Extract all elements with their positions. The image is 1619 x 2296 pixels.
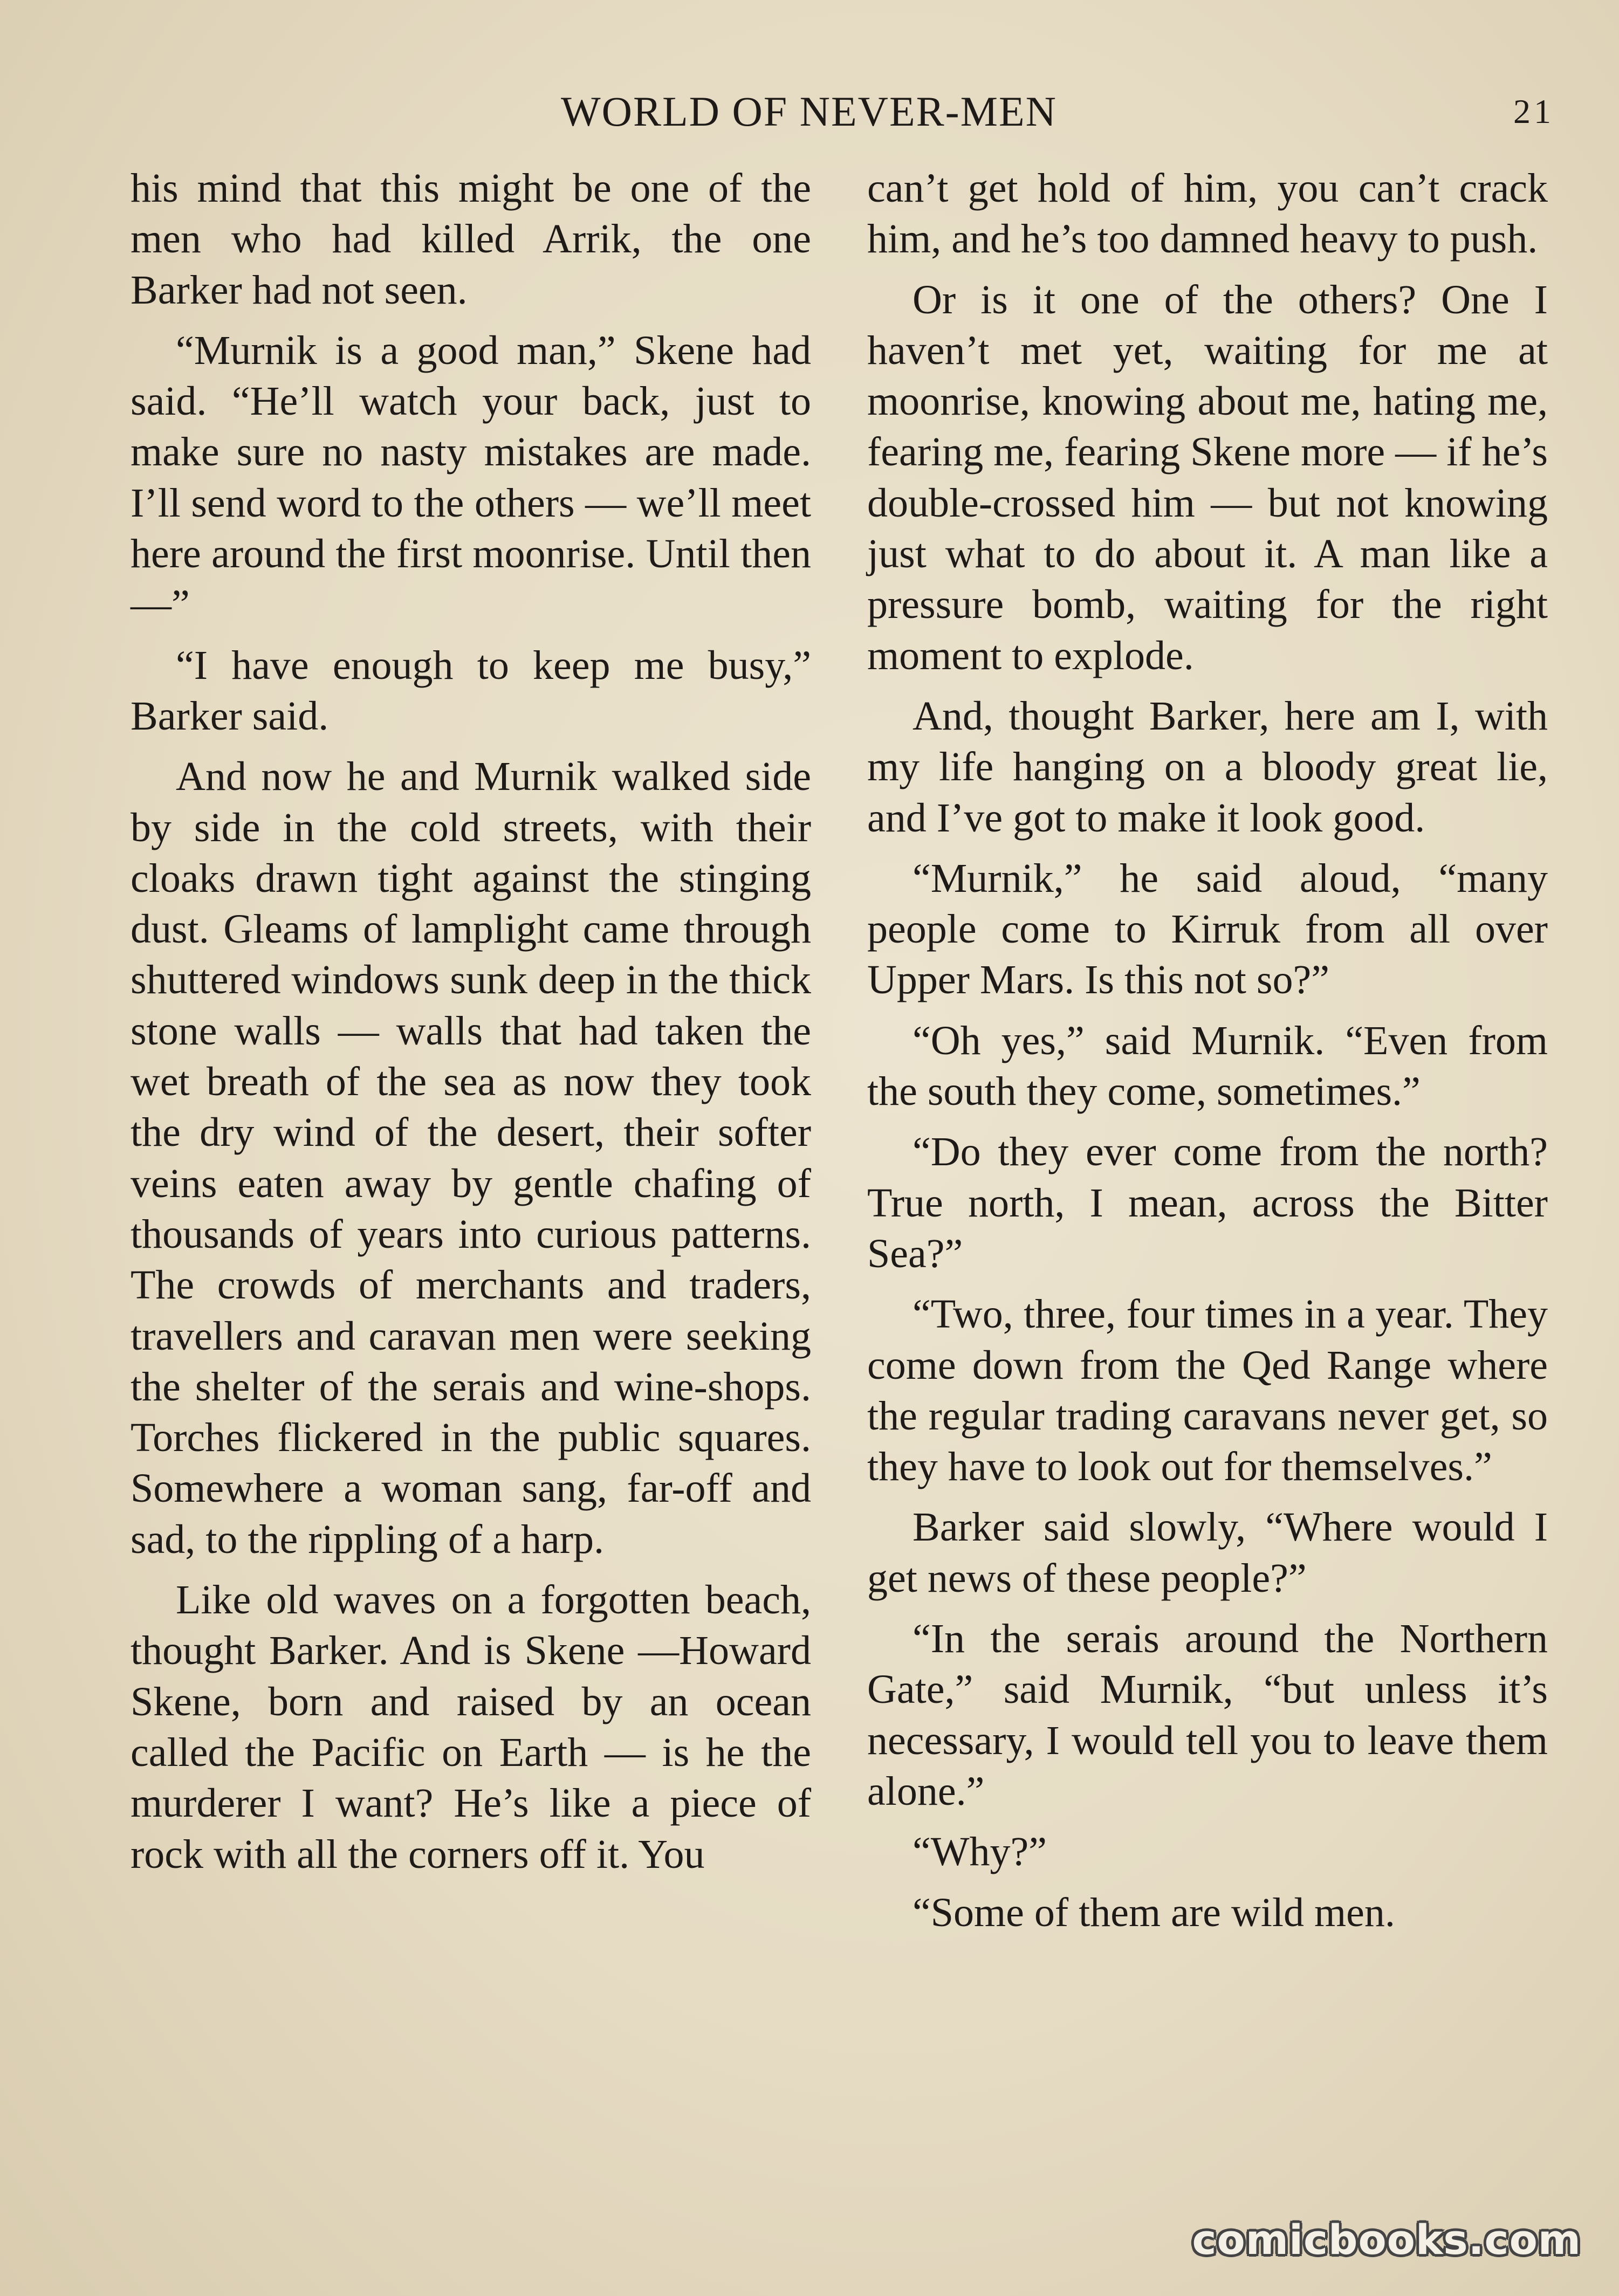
- paragraph: And now he and Murnik walked side by side in the cold streets, with their cloaks drawn tight against the stinging dust. Gleams of lamplight came through shuttered windows sunk deep in the thick stone walls — walls that had taken the wet breath of the sea as now they took the dry wind of the desert, their softer veins eaten away by gentle chafing of thousands of years into curious patterns. The crowds of merchants and traders, travellers and caravan men were seeking the shelter of the serais and wine-shops. Torches flickered in the public squares. Somewhere a woman sang, far-off and sad, to the rippling of a harp.: [131, 754, 811, 1562]
- left-column: [131, 163, 811, 1889]
- paragraph: Or is it one of the others? One I haven’t met yet, waiting for me at moonrise, knowing about me, hating me, fearing me, fearing Skene more — if he’s double-crossed him — but not knowing just what to do about it. A man like a pressure bomb, waiting for the right moment to explode.: [867, 277, 1548, 678]
- paragraph: “Do they ever come from the north? True north, I mean, across the Bitter Sea?”: [867, 1129, 1548, 1276]
- right-column: [867, 163, 1548, 1948]
- paragraph: And, thought Barker, here am I, with my life hanging on a bloody great lie, and I’ve got to make it look good.: [867, 693, 1548, 841]
- paragraph: Like old waves on a forgotten beach, thought Barker. And is Skene —Howard Skene, born and raised by an ocean called the Pacific on Earth — is he the murderer I want? He’s like a piece of rock with all the corners off it. You: [131, 1577, 811, 1877]
- paragraph: Barker said slowly, “Where would I get news of these people?”: [867, 1504, 1548, 1601]
- paragraph: “Why?”: [913, 1829, 1047, 1875]
- paragraph: “Some of them are wild men.: [913, 1889, 1395, 1935]
- paragraph: “Two, three, four times in a year. They come down from the Qed Range where the regular trading caravans never get, so they have to look out for themselves.”: [867, 1291, 1548, 1490]
- page-number: 21: [1513, 92, 1554, 130]
- paragraph: can’t get hold of him, you can’t crack him, and he’s too damned heavy to push.: [867, 166, 1548, 262]
- paragraph: his mind that this might be one of the men who had killed Arrik, the one Barker had not seen.: [131, 166, 811, 313]
- source-watermark: comicbooks.com: [1192, 2216, 1581, 2264]
- paragraph: “Oh yes,” said Murnik. “Even from the south they come, sometimes.”: [867, 1018, 1548, 1115]
- paragraph: “In the serais around the Northern Gate,” said Murnik, “but unless it’s necessary, I would tell you to leave them alone.”: [867, 1616, 1548, 1814]
- page-header: [0, 82, 1619, 141]
- paragraph: “I have enough to keep me busy,” Barker said.: [131, 642, 811, 739]
- paragraph: “Murnik,” he said aloud, “many people come to Kirruk from all over Upper Mars. Is this not so?”: [867, 855, 1548, 1003]
- running-title: WORLD OF NEVER-MEN: [561, 88, 1057, 135]
- paragraph: “Murnik is a good man,” Skene had said. “He’ll watch your back, just to make sure no nasty mistakes are made. I’ll send word to the others — we’ll meet here around the first moonrise. Until then —”: [131, 327, 811, 628]
